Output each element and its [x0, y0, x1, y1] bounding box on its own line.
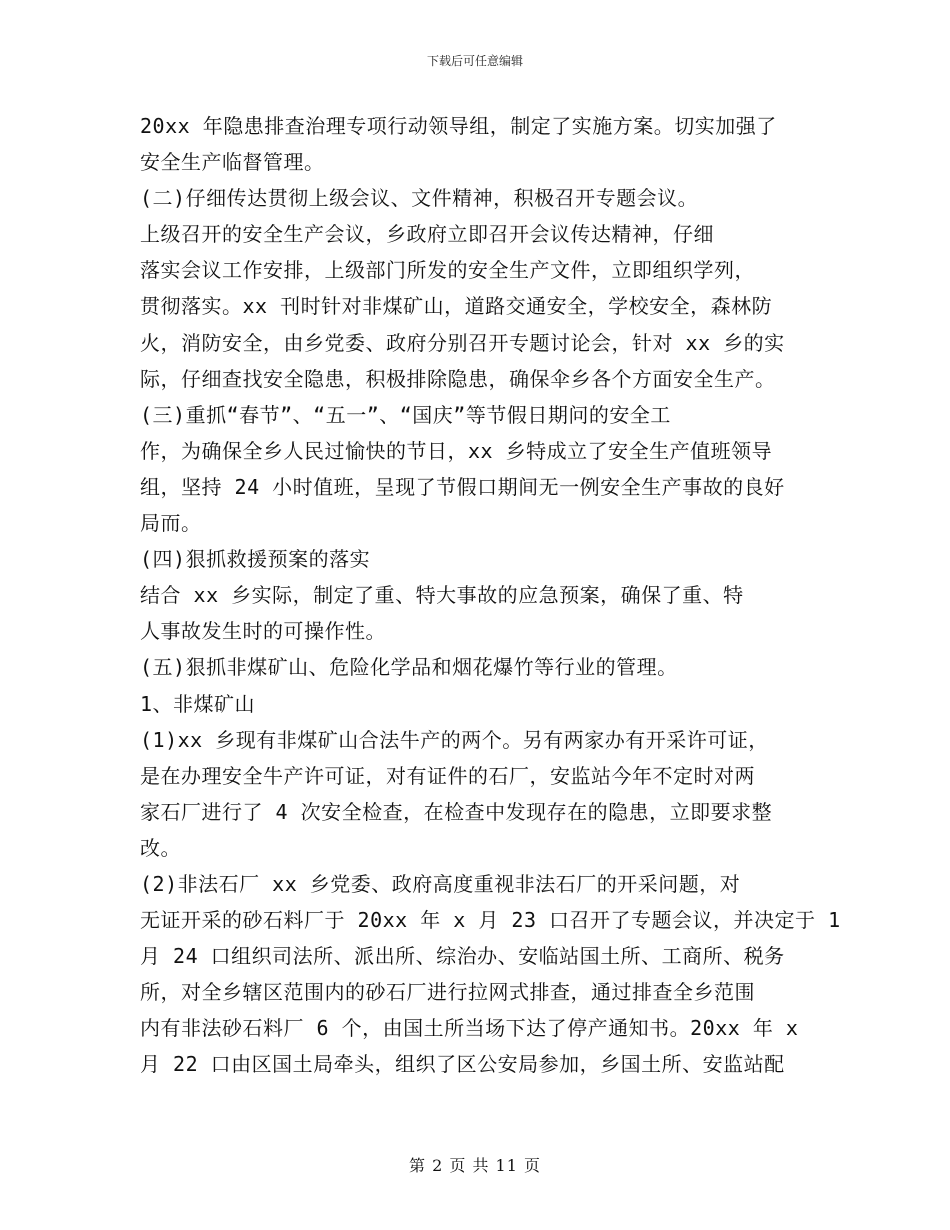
text-line: 内有非法砂石料厂 6 个，由国土所当场下达了停产通知书。20xx 年 x: [140, 1016, 799, 1041]
text-line: 结合 xx 乡实际，制定了重、特大事故的应急预案，确保了重、特: [140, 583, 744, 608]
text-line: 人事故发生时的可操作性。: [140, 619, 386, 644]
text-line: 1、非煤矿山: [140, 691, 256, 716]
text-line: 无证开采的砂石料厂于 20xx 年 x 月 23 口召开了专题会议，并决定于 1: [140, 908, 841, 933]
body-text: [140, 108, 840, 1083]
text-line: 改。: [140, 835, 181, 860]
text-line: 际，仔细查找安全隐患，积极排除隐患，确保伞乡各个方面安全生产。: [140, 366, 776, 391]
text-line: 所，对全乡辖区范围内的砂石厂进行拉网式排查，通过排查全乡范围: [140, 980, 755, 1005]
text-line: 是在办理安全牛产许可证，对有证件的石厂，安监站今年不定时对两: [140, 763, 755, 788]
text-line: 上级召开的安全生产会议，乡政府立即召开会议传达精神，仔细: [140, 222, 714, 247]
text-line: (三)重抓“春节”、“五一”、“国庆”等节假日期问的安全工: [140, 402, 671, 427]
text-line: (四)狠抓救援预案的落实: [140, 547, 371, 572]
text-line: (五)狠抓非煤矿山、危险化学品和烟花爆竹等行业的管理。: [140, 655, 678, 680]
header-note: 下载后可任意编辑: [426, 54, 523, 68]
page-number: 第 2 页 共 11 页: [409, 1156, 541, 1175]
text-line: 20xx 年隐患排查治理专项行动领导组，制定了实施方案。切实加强了: [140, 114, 777, 138]
text-line: 家石厂进行了 4 次安全检查，在检查中发现存在的隐患，立即要求整: [140, 799, 773, 824]
text-line: 火，消防安全，由乡党委、政府分别召开专题讨论会，针对 xx 乡的实: [140, 330, 785, 355]
text-line: 安全生产临督管理。: [140, 150, 325, 175]
text-line: 月 22 口由区国土局牵头，组织了区公安局参加，乡国土所、安监站配: [140, 1052, 785, 1077]
text-line: 作，为确保全乡人民过愉快的节日，xx 乡特成立了安全生产值班领导: [140, 438, 773, 463]
text-line: 局而。: [140, 511, 202, 536]
text-line: 落实会议工作安排，上级部门所发的安全生产文件，立即组织学列，: [140, 258, 755, 283]
text-line: (1)xx 乡现有非煤矿山合法牛产的两个。另有两家办有开采许可证，: [140, 727, 769, 752]
text-line: 月 24 口组织司法所、派出所、综治办、安临站国土所、工商所、税务: [140, 944, 785, 969]
text-line: (2)非法石厂 xx 乡党委、政府高度重视非法石厂的开采问题，对: [140, 871, 741, 896]
text-line: 组，坚持 24 小时值班，呈现了节假口期间无一例安全生产事故的良好: [140, 474, 785, 499]
text-line: 贯彻落实。xx 刊时针对非煤矿山，道路交通安全，学校安全，森林防: [140, 294, 773, 319]
text-line: (二)仔细传达贯彻上级会议、文件精神，积极召开专题会议。: [140, 186, 699, 211]
